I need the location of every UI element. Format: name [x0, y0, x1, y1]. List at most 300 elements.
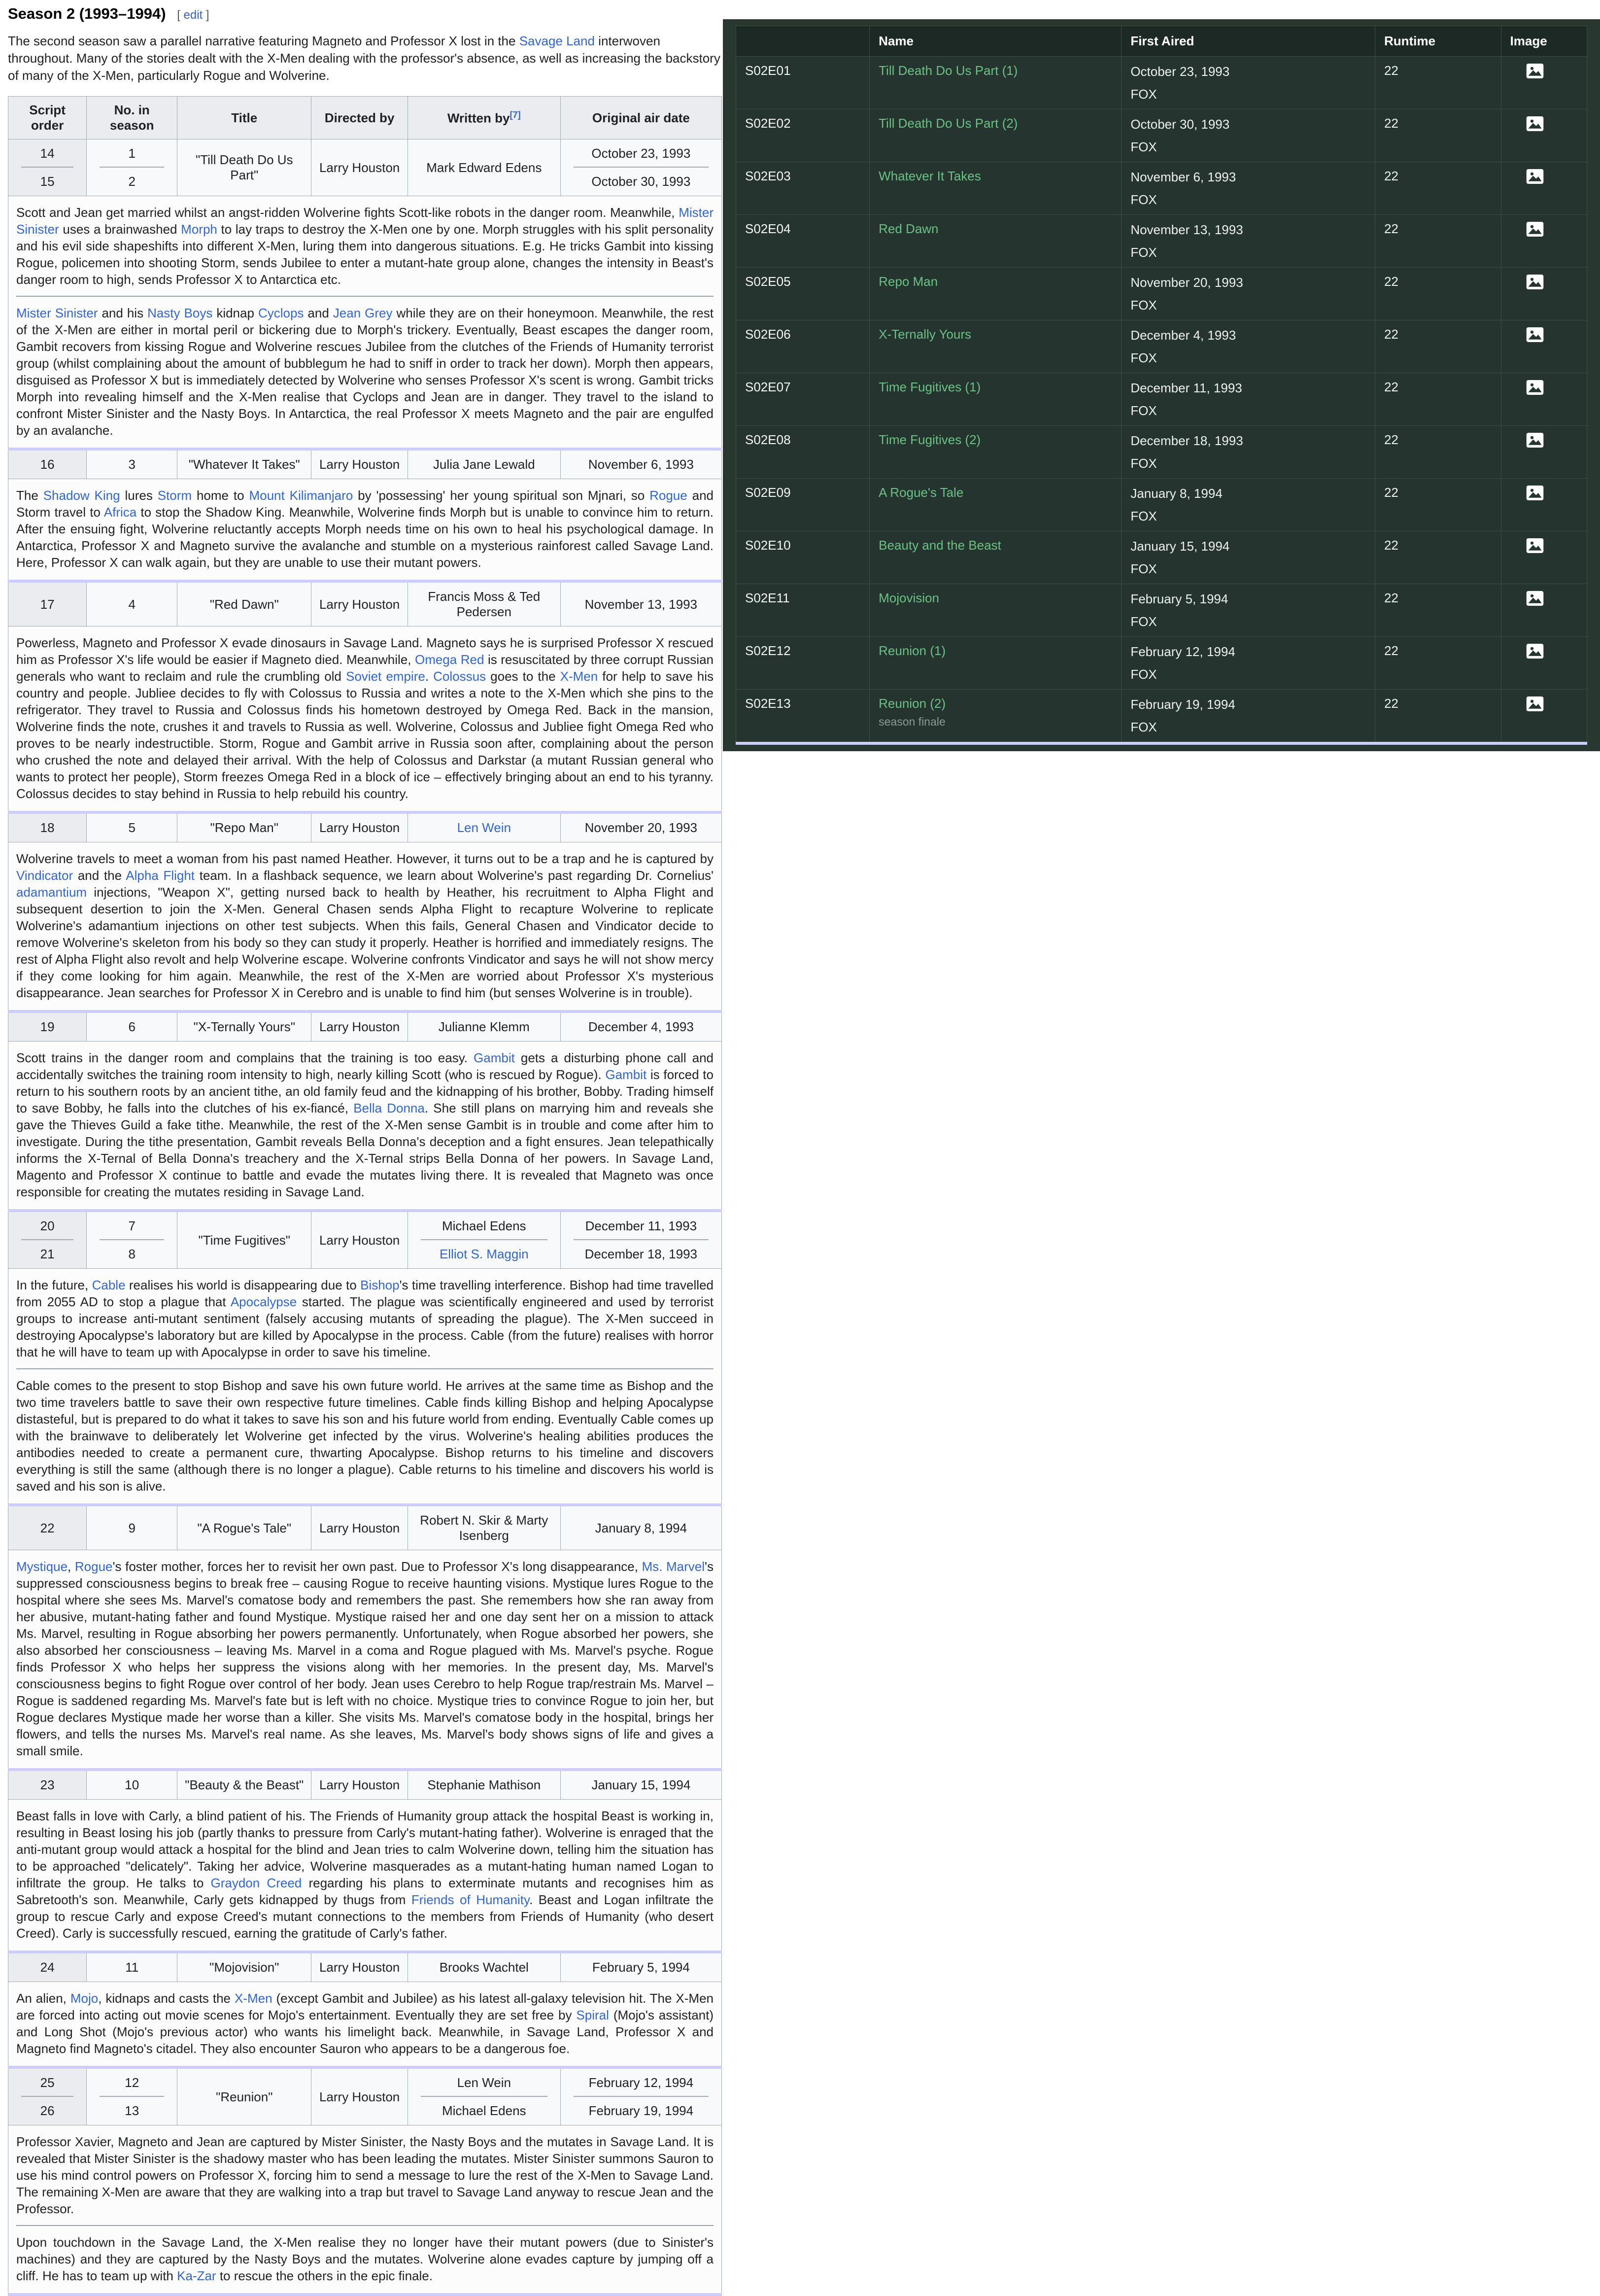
- episode-name-link[interactable]: Repo Man: [879, 274, 938, 289]
- episode-name-cell: [870, 57, 1122, 109]
- director-cell: Larry Houston: [311, 581, 408, 626]
- episode-code: S02E11: [736, 584, 870, 637]
- season-finale-badge: season finale: [879, 715, 946, 728]
- network-label: FOX: [1130, 87, 1157, 102]
- edit-link[interactable]: edit: [183, 8, 203, 22]
- column-header-title: Title: [177, 97, 311, 139]
- director-cell: Larry Houston: [311, 2067, 408, 2125]
- episode-title-cell: "Beauty & the Beast": [177, 1770, 311, 1800]
- wiki-link[interactable]: Soviet empire: [345, 669, 425, 684]
- wiki-link[interactable]: Len Wein: [457, 820, 511, 835]
- episode-table-header-row: [8, 97, 722, 139]
- episode-description-row: [8, 1042, 722, 1211]
- episode-list-row: [736, 268, 1587, 320]
- episode-row: [8, 2067, 722, 2097]
- image-cell: [1501, 320, 1587, 373]
- script-order-cell: 25: [8, 2067, 87, 2097]
- wiki-link[interactable]: Savage Land: [519, 34, 595, 48]
- episode-list-row: [736, 584, 1587, 637]
- episode-name-link[interactable]: Time Fugitives (2): [879, 432, 981, 447]
- wiki-link[interactable]: Ms. Marvel: [642, 1559, 705, 1574]
- aired-date: October 30, 1993: [1130, 117, 1230, 132]
- runtime-cell: 22: [1375, 57, 1501, 109]
- episode-name-cell: [870, 637, 1122, 690]
- writer-cell: [408, 1240, 560, 1269]
- script-order-cell: 26: [8, 2097, 87, 2125]
- wiki-link[interactable]: Mister Sinister: [16, 205, 714, 237]
- episode-name-link[interactable]: Whatever It Takes: [879, 169, 981, 183]
- script-order-cell: 18: [8, 812, 87, 842]
- network-label: FOX: [1130, 139, 1157, 154]
- image-icon[interactable]: [1526, 63, 1544, 79]
- network-label: FOX: [1130, 298, 1157, 313]
- first-aired-cell: [1122, 373, 1375, 426]
- episode-row: [8, 449, 722, 479]
- runtime-cell: 22: [1375, 637, 1501, 690]
- episode-name-link[interactable]: Beauty and the Beast: [879, 538, 1001, 553]
- director-cell: Larry Houston: [311, 449, 408, 479]
- script-order-cell: 19: [8, 1011, 87, 1042]
- episode-row: [8, 1770, 722, 1800]
- episode-description-row: [8, 196, 722, 450]
- episode-description-row: [8, 479, 722, 582]
- description-paragraph: Scott trains in the danger room and complains that the training is too easy. Gambit gets a disturbing phone call and accidentally switches the training room intensity to high, nearly killing Scott (who is rescued by Rogue). Gambit is forced to return to his southern roots by an ancient tithe, an old family feud and the kidnapping of his brother, Bobby. Trading himself to save Bobby, he falls into the clutches of his ex-fiancé, Bella Donna. She still plans on marrying him and reveals she gave the Thieves Guild a fake tithe. Meanwhile, the rest of the X-Men sense Gambit is in trouble and come after him to investigate. During the tithe presentation, Gambit reveals Bella Donna's deception and a fight ensures. Jean telepathically informs the X-Ternal of Bella Donna's treachery and the X-Ternal strips Bella Donna of her powers. In Savage Land, Magento and Professor X continue to battle and evade the mutates living there. It is revealed that Magneto was once responsible for creating the mutates residing in Savage Land.: [16, 1050, 714, 1199]
- description-paragraph: An alien, Mojo, kidnaps and casts the X-Men (except Gambit and Jubilee) as his latest all-galaxy television hit. The X-Men are forced into acting out movie scenes for Mojo's entertainment. Eventually they are set free by Spiral (Mojo's assistant) and Long Shot (Mojo's previous actor) who wants his limelight back. Meanwhile, in Savage Land, Professor X and Magneto find Magneto's citadel. They also encounter Sauron who appears to be a dangerous foe.: [16, 1991, 714, 2056]
- wiki-link[interactable]: Bella Donna: [353, 1101, 425, 1115]
- first-aired-cell: [1122, 57, 1375, 109]
- network-label: FOX: [1130, 350, 1157, 365]
- no-in-season-cell: 6: [87, 1011, 177, 1042]
- first-aired-cell: [1122, 320, 1375, 373]
- writer-cell: Brooks Wachtel: [408, 1952, 560, 1982]
- wiki-link[interactable]: Rogue: [649, 488, 687, 503]
- episode-name-link[interactable]: Time Fugitives (1): [879, 380, 981, 394]
- air-date-cell: December 4, 1993: [560, 1011, 721, 1042]
- wiki-link[interactable]: Nasty Boys: [147, 306, 213, 320]
- image-cell: [1501, 637, 1587, 690]
- wiki-link[interactable]: Spiral: [576, 2008, 609, 2022]
- wiki-link[interactable]: Bishop: [360, 1278, 400, 1292]
- episode-description-row: [8, 2125, 722, 2295]
- episode-name-link[interactable]: A Rogue's Tale: [879, 485, 964, 500]
- wiki-link[interactable]: Morph: [181, 222, 217, 237]
- image-cell: [1501, 426, 1587, 479]
- episode-title-cell: "Red Dawn": [177, 581, 311, 626]
- episode-list-row: [736, 373, 1587, 426]
- network-label: FOX: [1130, 192, 1157, 207]
- wiki-link[interactable]: Elliot S. Maggin: [439, 1247, 529, 1261]
- script-order-cell: 20: [8, 1211, 87, 1240]
- writer-cell: Len Wein: [408, 2067, 560, 2097]
- wiki-link[interactable]: Rogue: [74, 1559, 113, 1574]
- script-order-cell: 23: [8, 1770, 87, 1800]
- column-header-image: Image: [1501, 26, 1587, 57]
- episode-name-link[interactable]: Reunion (2): [879, 696, 946, 711]
- image-icon[interactable]: [1526, 327, 1544, 343]
- writer-cell: Robert N. Skir & Marty Isenberg: [408, 1505, 560, 1550]
- episode-description: [8, 842, 722, 1012]
- wiki-link[interactable]: Ka-Zar: [177, 2268, 216, 2283]
- description-paragraph: Beast falls in love with Carly, a blind patient of his. The Friends of Humanity group attack the hospital Beast is working in, resulting in Beast losing his job (partly thanks to pressure from Carly's mutant-hating father). Wolverine is enraged that the anti-mutant group would attack a hospital for the blind and Jean tries to calm Wolverine down, telling him the situation has to be approached "delicately". Taking her advice, Wolverine masquerades as a mutant-hating human named Logan to infiltrate the group. He talks to Graydon Creed regarding his plans to exterminate mutants and recognises him as Sabretooth's son. Meanwhile, Carly gets kidnapped by thugs from Friends of Humanity. Beast and Logan infiltrate the group to rescue Carly and expose Creed's mutant connections to the members from Friends of Humanity (who desert Creed). Carly is successfully rescued, earning the gratitude of Carly's father.: [16, 1809, 714, 1941]
- image-icon[interactable]: [1526, 591, 1544, 606]
- episode-name-cell: [870, 584, 1122, 637]
- air-date-cell: November 13, 1993: [560, 581, 721, 626]
- first-aired-cell: [1122, 268, 1375, 320]
- wiki-link[interactable]: Mister Sinister: [16, 306, 98, 320]
- aired-date: January 8, 1994: [1130, 486, 1223, 501]
- paragraph-divider: [16, 1368, 714, 1369]
- episode-row: [8, 1011, 722, 1042]
- episode-code: S02E06: [736, 320, 870, 373]
- episode-code: S02E07: [736, 373, 870, 426]
- air-date-cell: October 30, 1993: [560, 168, 721, 196]
- episode-name-cell: [870, 373, 1122, 426]
- column-header-directed-by: Directed by: [311, 97, 408, 139]
- episode-list-row: [736, 531, 1587, 584]
- episode-name-link[interactable]: X-Ternally Yours: [879, 327, 972, 342]
- network-label: FOX: [1130, 456, 1157, 471]
- episode-list-row: [736, 109, 1587, 162]
- episode-name-cell: [870, 426, 1122, 479]
- description-paragraph: Mystique, Rogue's foster mother, forces her to revisit her own past. Due to Professor X's long disappearance, Ms. Marvel's suppressed consciousness begins to break free – causing Rogue to receive haunting visions. Mystique lures Rogue to the hospital where she sees Ms. Marvel's comatose body and remembers the past. She remembers how she ran away from her abusive, mutant-hating father and found Mystique. Mystique raised her and one day sent her on a mission to attack Ms. Marvel, resulting in Rogue absorbing her powers permanently. Unfortunately, when Rogue absorbed her powers, she also absorbed her consciousness – leaving Ms. Marvel in a coma and Rogue plagued with Ms. Marvel's psyche. Rogue finds Professor X who helps her suppress the visions along with her memories. In the present day, Ms. Marvel's consciousness begins to fight Rogue over control of her body. Jean uses Cerebro to help Rogue trap/restrain Ms. Marvel – Rogue is saddened regarding Ms. Marvel's fate but is left with no choice. Mystique tries to convince Rogue to join her, but Rogue declares Mystique made her worse than a killer. She visits Ms. Marvel's comatose body in the hospital, brings her flowers, and tells the nurses Ms. Marvel's real name. As she leaves, Ms. Marvel's body shows signs of life and gives a small smile.: [16, 1559, 714, 1758]
- first-aired-cell: [1122, 637, 1375, 690]
- first-aired-cell: [1122, 531, 1375, 584]
- episode-description-row: [8, 1269, 722, 1505]
- episode-row: [8, 1505, 722, 1550]
- image-cell: [1501, 57, 1587, 109]
- wiki-link[interactable]: Graydon Creed: [210, 1876, 302, 1890]
- column-header-no-in-season: No. in season: [87, 97, 177, 139]
- director-cell: Larry Houston: [311, 812, 408, 842]
- column-header-episode-code: [736, 26, 870, 57]
- episode-list-header-row: [736, 26, 1587, 57]
- image-icon[interactable]: [1526, 432, 1544, 448]
- description-paragraph: Cable comes to the present to stop Bishop and save his own future world. He arrives at the same time as Bishop and the two time travelers battle to save their own respective future timelines. Cable finds killing Bishop and helping Apocalypse distasteful, but is prepared to do what it takes to save his son and his future world from ending. Eventually Cable comes up with the brainwave to deliberately let Wolverine get infected by the virus. Wolverine's healing abilities produces the antibodies needed to create a permanent cure, thwarting Apocalypse. Bishop returns to his timeline and discovers everything is still the same (although there is no longer a plague). Cable returns to his timeline and discovers his world is saved and his son is alive.: [16, 1378, 714, 1494]
- image-cell: [1501, 373, 1587, 426]
- description-paragraph: Professor Xavier, Magneto and Jean are captured by Mister Sinister, the Nasty Boys and the mutates in Savage Land. It is revealed that Mister Sinister is the shadowy master who has been leading the mutates. Mister Sinister summons Sauron to use his mind control powers on Professor X, forcing him to send a message to lure the rest of the X-Men to Savage Land. The remaining X-Men are aware that they are walking into a trap but travel to Savage Land anyway to rescue Jean and the Professor.: [16, 2134, 714, 2216]
- first-aired-cell: [1122, 162, 1375, 215]
- episode-code: S02E04: [736, 215, 870, 268]
- image-cell: [1501, 584, 1587, 637]
- air-date-cell: October 23, 1993: [560, 139, 721, 168]
- wiki-link[interactable]: Mystique: [16, 1559, 68, 1574]
- episode-name-link[interactable]: Till Death Do Us Part (2): [879, 116, 1018, 131]
- runtime-cell: 22: [1375, 268, 1501, 320]
- no-in-season-cell: 12: [87, 2067, 177, 2097]
- no-in-season-cell: 3: [87, 449, 177, 479]
- no-in-season-cell: 13: [87, 2097, 177, 2125]
- episode-name-cell: [870, 215, 1122, 268]
- description-paragraph: Powerless, Magneto and Professor X evade dinosaurs in Savage Land. Magneto says he is surprised Professor X rescued him as Professor X's life would be easier if Magneto died. Meanwhile, Omega Red is resuscitated by three corrupt Russian generals who want to reclaim and rule the crumbling old Soviet empire. Colossus goes to the X-Men for help to save his country and people. Jubliee decides to fly with Colossus to Russia and writes a note to the X-Men which she pins to the refrigerator. They travel to Russia and Colossus finds his hometown destroyed by Omega Red. Back in the mansion, Wolverine finds the note, crushes it and travels to Russia as well. Wolverine, Colossus and Jubliee fight Omega Red who proves to be nearly indestructible. Storm, Rogue and Gambit arrive in Russia soon after, complaining about the person who crushed the note and delayed their arrival. With the help of Colossus and Darkstar (a mutant Russian general who wants to protect her people), Storm freezes Omega Red in a block of ice – effectively bringing about an end to his tyranny. Colossus decides to stay behind in Russia to help rebuild his country.: [16, 635, 714, 801]
- aired-date: December 4, 1993: [1130, 328, 1236, 343]
- image-cell: [1501, 215, 1587, 268]
- aired-date: February 12, 1994: [1130, 644, 1235, 659]
- script-order-cell: 16: [8, 449, 87, 479]
- image-cell: [1501, 690, 1587, 744]
- image-cell: [1501, 268, 1587, 320]
- wiki-link[interactable]: Alpha Flight: [126, 868, 195, 883]
- image-icon[interactable]: [1526, 221, 1544, 237]
- air-date-cell: November 20, 1993: [560, 812, 721, 842]
- wiki-link[interactable]: Omega Red: [414, 652, 484, 667]
- episode-title-cell: "X-Ternally Yours": [177, 1011, 311, 1042]
- aired-date: December 11, 1993: [1130, 381, 1242, 395]
- air-date-cell: December 18, 1993: [560, 1240, 721, 1269]
- episode-row: [8, 581, 722, 626]
- writer-cell: Francis Moss & Ted Pedersen: [408, 581, 560, 626]
- paragraph-divider: [16, 296, 714, 297]
- episode-name-link[interactable]: Red Dawn: [879, 221, 939, 236]
- column-header-original-air-date: Original air date: [560, 97, 721, 139]
- first-aired-cell: [1122, 584, 1375, 637]
- episode-name-cell: [870, 531, 1122, 584]
- runtime-cell: 22: [1375, 690, 1501, 744]
- image-icon[interactable]: [1526, 116, 1544, 132]
- aired-date: November 20, 1993: [1130, 275, 1243, 290]
- wiki-link[interactable]: Mount Kilimanjaro: [249, 488, 353, 503]
- episode-title-cell: "A Rogue's Tale": [177, 1505, 311, 1550]
- episode-description-row: [8, 1982, 722, 2068]
- aired-date: February 19, 1994: [1130, 697, 1235, 712]
- description-paragraph: In the future, Cable realises his world is disappearing due to Bishop's time travelling interference. Bishop had time travelled from 2055 AD to stop a plague that Apocalypse started. The plague was scientifically engineered and used by terrorist groups to increase anti-mutant sentiment (falsely accusing mutants of spreading the plague). The X-Men succeed in destroying Apocalypse's laboratory but are killed by Apocalypse in the process. Cable (from the future) realises with horror that he will have to team up with Apocalypse in order to save his timeline.: [16, 1278, 714, 1359]
- no-in-season-cell: 10: [87, 1770, 177, 1800]
- air-date-cell: February 5, 1994: [560, 1952, 721, 1982]
- first-aired-cell: [1122, 426, 1375, 479]
- wiki-link[interactable]: Colossus: [433, 669, 486, 684]
- episode-list-panel: [723, 19, 1600, 751]
- episode-description: [8, 479, 722, 582]
- episode-code: S02E02: [736, 109, 870, 162]
- wiki-link[interactable]: Gambit: [605, 1067, 647, 1082]
- episode-code: S02E01: [736, 57, 870, 109]
- edit-section: [ edit ]: [177, 8, 209, 22]
- network-label: FOX: [1130, 509, 1157, 523]
- script-order-cell: 21: [8, 1240, 87, 1269]
- column-header-script-order: Script order: [8, 97, 87, 139]
- director-cell: Larry Houston: [311, 1211, 408, 1269]
- wiki-link[interactable]: X-Men: [560, 669, 598, 684]
- script-order-cell: 15: [8, 168, 87, 196]
- episode-description: [8, 1982, 722, 2068]
- description-paragraph: Upon touchdown in the Savage Land, the X-Men realise they no longer have their mutant powers (due to Sinister's machines) and they are captured by the Nasty Boys and the mutates. Wolverine alone evades capture by jumping off a cliff. He has to team up with Ka-Zar to rescue the others in the epic finale.: [16, 2235, 714, 2283]
- wiki-link[interactable]: Gambit: [474, 1050, 515, 1065]
- network-label: FOX: [1130, 720, 1157, 734]
- episode-code: S02E13: [736, 690, 870, 744]
- image-cell: [1501, 479, 1587, 531]
- runtime-cell: 22: [1375, 426, 1501, 479]
- aired-date: November 13, 1993: [1130, 222, 1243, 237]
- episode-code: S02E05: [736, 268, 870, 320]
- section-heading: [8, 5, 722, 23]
- no-in-season-cell: 4: [87, 581, 177, 626]
- writer-cell: Mark Edward Edens: [408, 139, 560, 196]
- episode-description: [8, 1042, 722, 1211]
- episode-name-cell: [870, 162, 1122, 215]
- air-date-cell: January 15, 1994: [560, 1770, 721, 1800]
- network-label: FOX: [1130, 245, 1157, 260]
- episode-code: S02E08: [736, 426, 870, 479]
- episode-description: [8, 2125, 722, 2295]
- network-label: FOX: [1130, 667, 1157, 682]
- director-cell: Larry Houston: [311, 1952, 408, 1982]
- no-in-season-cell: 5: [87, 812, 177, 842]
- director-cell: Larry Houston: [311, 139, 408, 196]
- script-order-cell: 14: [8, 139, 87, 168]
- episode-row: [8, 139, 722, 168]
- episode-list-body: [736, 57, 1587, 744]
- runtime-cell: 22: [1375, 373, 1501, 426]
- wiki-link[interactable]: Africa: [103, 505, 137, 520]
- episode-name-link[interactable]: Till Death Do Us Part (1): [879, 63, 1018, 78]
- episode-title-cell: "Time Fugitives": [177, 1211, 311, 1269]
- script-order-cell: 24: [8, 1952, 87, 1982]
- writer-cell: Michael Edens: [408, 1211, 560, 1240]
- episode-table: [8, 96, 722, 2296]
- wiki-season-section: [8, 0, 722, 2296]
- column-header-name: Name: [870, 26, 1122, 57]
- network-label: FOX: [1130, 561, 1157, 576]
- column-header-first-aired: First Aired: [1122, 26, 1375, 57]
- no-in-season-cell: 2: [87, 168, 177, 196]
- image-icon[interactable]: [1526, 485, 1544, 501]
- air-date-cell: January 8, 1994: [560, 1505, 721, 1550]
- episode-name-link[interactable]: Reunion (1): [879, 643, 946, 658]
- script-order-cell: 22: [8, 1505, 87, 1550]
- intro-paragraph: The second season saw a parallel narrative featuring Magneto and Professor X lost in the Savage Land interwoven throughout. Many of the stories dealt with the X-Men dealing with the professor's absence, as well as increasing the backstory of many of the X-Men, particularly Rogue and Wolverine.: [8, 34, 720, 83]
- image-icon[interactable]: [1526, 538, 1544, 554]
- wiki-link[interactable]: X-Men: [234, 1991, 272, 2006]
- episode-row: [8, 1211, 722, 1240]
- aired-date: January 15, 1994: [1130, 539, 1230, 554]
- wiki-link[interactable]: Cable: [92, 1278, 126, 1292]
- air-date-cell: December 11, 1993: [560, 1211, 721, 1240]
- episode-code: S02E12: [736, 637, 870, 690]
- episode-description-row: [8, 1800, 722, 1952]
- network-label: FOX: [1130, 614, 1157, 629]
- wiki-link[interactable]: Storm: [157, 488, 192, 503]
- runtime-cell: 22: [1375, 320, 1501, 373]
- wiki-link[interactable]: Shadow King: [43, 488, 120, 503]
- aired-date: February 5, 1994: [1130, 591, 1228, 606]
- aired-date: November 6, 1993: [1130, 170, 1236, 184]
- writer-cell: Julia Jane Lewald: [408, 449, 560, 479]
- episode-title-cell: "Mojovision": [177, 1952, 311, 1982]
- wiki-link[interactable]: Vindicator: [16, 868, 73, 883]
- episode-list-row: [736, 215, 1587, 268]
- wiki-link[interactable]: Friends of Humanity: [411, 1892, 530, 1907]
- image-icon[interactable]: [1526, 380, 1544, 395]
- first-aired-cell: [1122, 690, 1375, 744]
- description-paragraph: Mister Sinister and his Nasty Boys kidnap Cyclops and Jean Grey while they are on their honeymoon. Meanwhile, the rest of the X-Men are either in mortal peril or bickering due to Morph's trickery. Eventually, Beast escapes the danger room, Gambit recovers from kissing Rogue and Wolverine rescues Jubilee from the clutches of the Friends of Humanity terrorist group (whilst complaining about the amount of bubblegum he had to sniff in order to track her down). Morph then appears, disguised as Professor X but is immediately detected by Wolverine who senses Professor X's scent is wrong. Gambit tricks Morph into revealing himself and the X-Men realise that Cyclops and Jean are in danger. They travel to the island to confront Mister Sinister and the Nasty Boys. In Antarctica, the real Professor X meets Magneto and the pair are engulfed by an avalanche.: [16, 306, 714, 438]
- air-date-cell: February 19, 1994: [560, 2097, 721, 2125]
- script-order-cell: 17: [8, 581, 87, 626]
- episode-name-cell: [870, 268, 1122, 320]
- wiki-link[interactable]: Jean Grey: [333, 306, 393, 320]
- episode-description: [8, 1269, 722, 1505]
- episode-code: S02E10: [736, 531, 870, 584]
- air-date-cell: February 12, 1994: [560, 2067, 721, 2097]
- episode-list-row: [736, 479, 1587, 531]
- episode-name-cell: [870, 479, 1122, 531]
- column-header-written-by: Written by[7]: [408, 97, 560, 139]
- wiki-link[interactable]: Cyclops: [258, 306, 304, 320]
- director-cell: Larry Houston: [311, 1011, 408, 1042]
- image-cell: [1501, 109, 1587, 162]
- image-icon[interactable]: [1526, 169, 1544, 184]
- writer-cell: [408, 812, 560, 842]
- episode-code: S02E09: [736, 479, 870, 531]
- episode-description: [8, 1550, 722, 1770]
- image-cell: [1501, 531, 1587, 584]
- episode-name-cell: [870, 320, 1122, 373]
- episode-description: [8, 626, 722, 813]
- episode-title-cell: "Reunion": [177, 2067, 311, 2125]
- director-cell: Larry Houston: [311, 1505, 408, 1550]
- episode-list-row: [736, 637, 1587, 690]
- episode-name-cell: [870, 109, 1122, 162]
- wiki-link[interactable]: Mojo: [70, 1991, 99, 2006]
- director-cell: Larry Houston: [311, 1770, 408, 1800]
- runtime-cell: 22: [1375, 215, 1501, 268]
- writer-cell: Stephanie Mathison: [408, 1770, 560, 1800]
- episode-code: S02E03: [736, 162, 870, 215]
- episode-table-body: [8, 139, 722, 2295]
- description-paragraph: Wolverine travels to meet a woman from his past named Heather. However, it turns out to be a trap and he is captured by Vindicator and the Alpha Flight team. In a flashback sequence, we learn about Wolverine's past regarding Dr. Cornelius' adamantium injections, "Weapon X", getting nursed back to health by Heather, his recruitment to Alpha Flight and subsequent desertion to join the X-Men. General Chasen sends Alpha Flight to recapture Wolverine to replicate Wolverine's adamantium injections on other test subjects. When this fails, General Chasen and Vindicator decide to remove Wolverine's skeleton from his body so they can study it properly. Heather is horrified and immediately resigns. The rest of Alpha Flight also revolt and help Wolverine escape. Wolverine confronts Vindicator and says he will not show mercy if they come looking for him again. Meanwhile, the rest of the X-Men are worried about Professor X's mysterious disappearance. Jean searches for Professor X in Cerebro and is unable to find him (but senses Wolverine is in trouble).: [16, 851, 714, 1000]
- first-aired-cell: [1122, 215, 1375, 268]
- air-date-cell: November 6, 1993: [560, 449, 721, 479]
- image-icon[interactable]: [1526, 274, 1544, 290]
- runtime-cell: 22: [1375, 479, 1501, 531]
- no-in-season-cell: 1: [87, 139, 177, 168]
- runtime-cell: 22: [1375, 531, 1501, 584]
- column-header-runtime: Runtime: [1375, 26, 1501, 57]
- episode-title-cell: "Repo Man": [177, 812, 311, 842]
- image-icon[interactable]: [1526, 696, 1544, 712]
- writer-cell: Julianne Klemm: [408, 1011, 560, 1042]
- episode-description: [8, 196, 722, 450]
- no-in-season-cell: 9: [87, 1505, 177, 1550]
- first-aired-cell: [1122, 479, 1375, 531]
- network-label: FOX: [1130, 403, 1157, 418]
- image-icon[interactable]: [1526, 643, 1544, 659]
- episode-description-row: [8, 842, 722, 1012]
- episode-description: [8, 1800, 722, 1952]
- runtime-cell: 22: [1375, 162, 1501, 215]
- episode-title-cell: "Whatever It Takes": [177, 449, 311, 479]
- no-in-season-cell: 7: [87, 1211, 177, 1240]
- description-paragraph: Scott and Jean get married whilst an angst-ridden Wolverine fights Scott-like robots in the danger room. Meanwhile, Mister Sinister uses a brainwashed Morph to lay traps to destroy the X-Men one by one. Morph struggles with his split personality and his evil side shapeshifts into different X-Men, luring them into dangerous situations. E.g. He tricks Gambit into kissing Rogue, policemen into shooting Storm, sends Jubilee to enter a mutant-hate group alone, changes the intensity in Beast's danger room to high, sends Professor X to Antarctica etc.: [16, 205, 714, 287]
- wiki-link[interactable]: Apocalypse: [230, 1294, 297, 1309]
- wiki-link[interactable]: adamantium: [16, 885, 87, 900]
- episode-list-row: [736, 426, 1587, 479]
- episode-title-cell: "Till Death Do Us Part": [177, 139, 311, 196]
- runtime-cell: 22: [1375, 109, 1501, 162]
- runtime-cell: 22: [1375, 584, 1501, 637]
- episode-list-row: [736, 57, 1587, 109]
- image-cell: [1501, 162, 1587, 215]
- paragraph-divider: [16, 2225, 714, 2226]
- no-in-season-cell: 11: [87, 1952, 177, 1982]
- episode-description-row: [8, 1550, 722, 1770]
- aired-date: December 18, 1993: [1130, 433, 1243, 448]
- first-aired-cell: [1122, 109, 1375, 162]
- episode-name-link[interactable]: Mojovision: [879, 591, 939, 605]
- episode-description-row: [8, 626, 722, 813]
- no-in-season-cell: 8: [87, 1240, 177, 1269]
- description-paragraph: The Shadow King lures Storm home to Mount Kilimanjaro by 'possessing' her young spiritual son Mjnari, so Rogue and Storm travel to Africa to stop the Shadow King. Meanwhile, Wolverine finds Morph but is unable to convince him to return. After the ensuing fight, Wolverine reluctantly accepts Morph needs time on his own to heal his psychological damage. In Antarctica, Professor X and Magneto survive the avalanche and stumble on a mysterious rainforest called Savage Land. Here, Professor X can walk again, but they are unable to use their mutant powers.: [16, 488, 714, 570]
- footnote-link[interactable]: [7]: [510, 109, 521, 120]
- aired-date: October 23, 1993: [1130, 64, 1230, 79]
